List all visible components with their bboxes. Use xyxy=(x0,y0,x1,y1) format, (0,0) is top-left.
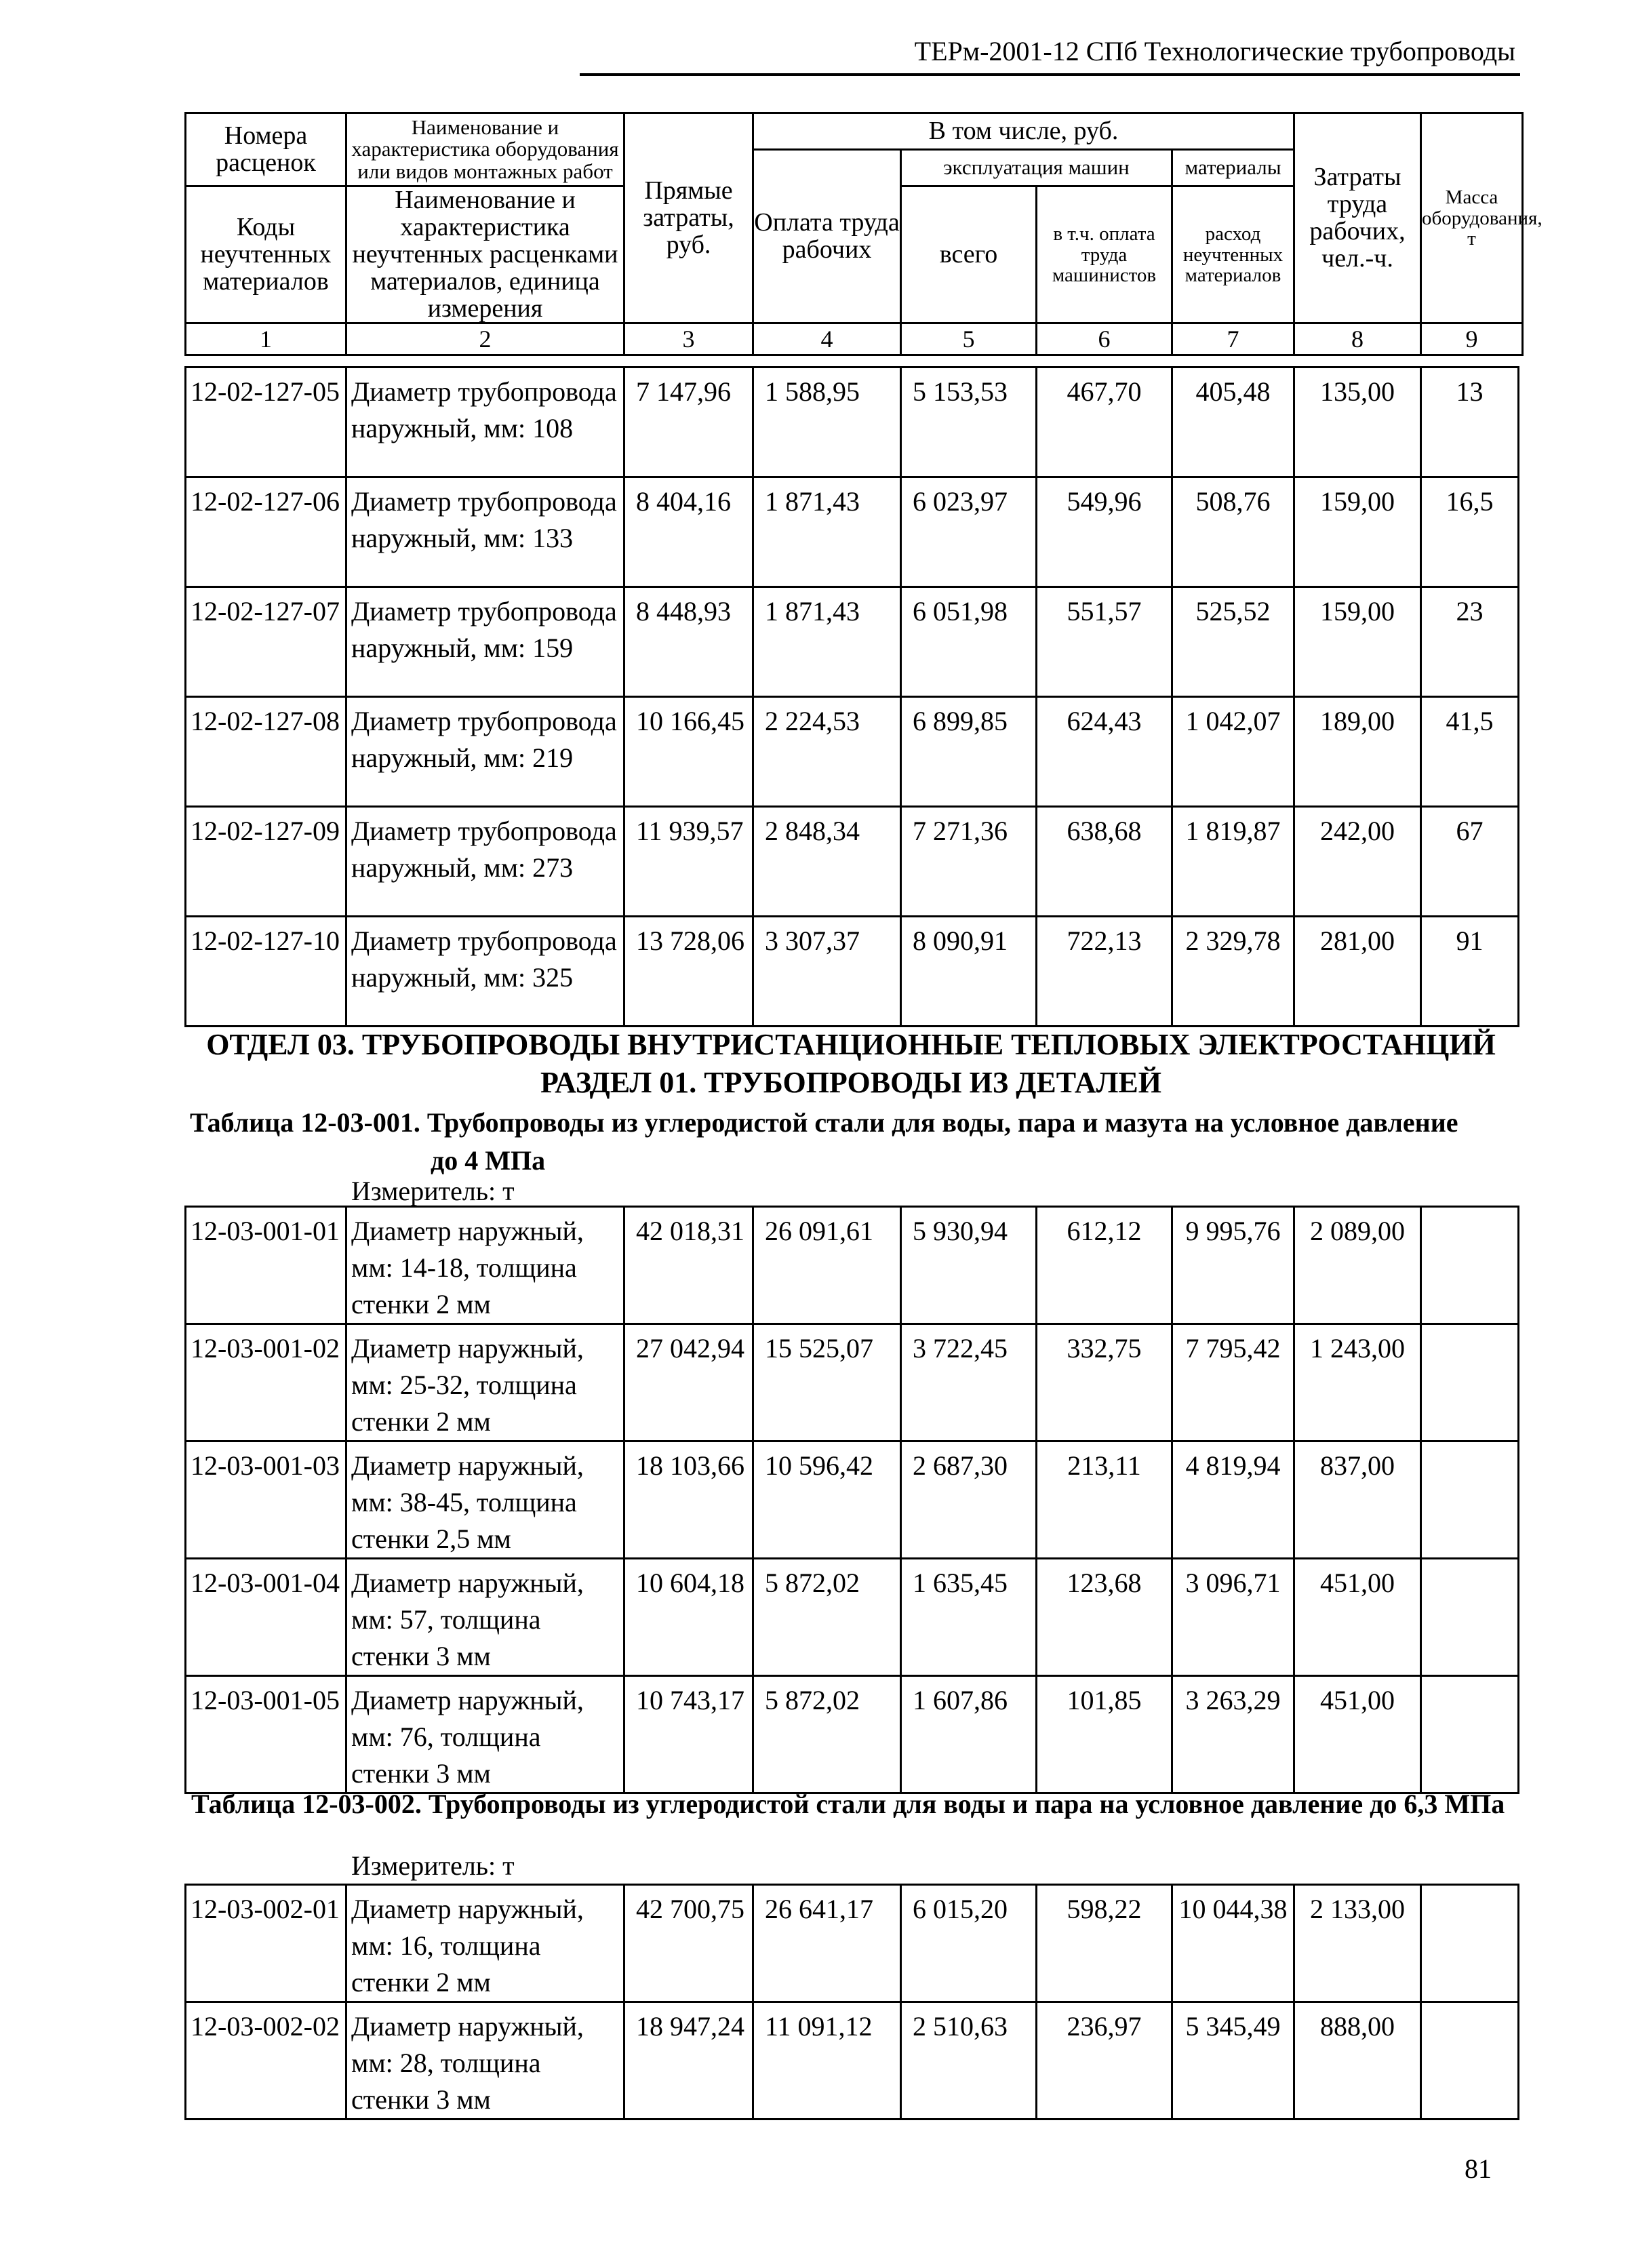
materials-cost: 1 819,87 xyxy=(1172,807,1294,917)
section-title: ОТДЕЛ 03. ТРУБОПРОВОДЫ ВНУТРИСТАНЦИОННЫЕ ТЕПЛОВЫХ ЭЛЕКТРОСТАНЦИЙ xyxy=(206,1028,1496,1061)
machine-costs: 6 023,97 xyxy=(901,477,1037,587)
direct-costs: 11 939,57 xyxy=(624,807,753,917)
equipment-mass: 41,5 xyxy=(1421,697,1519,807)
col-number: 1 xyxy=(186,323,346,355)
labor-payment: 15 525,07 xyxy=(753,1324,901,1441)
machine-costs: 6 051,98 xyxy=(901,587,1037,697)
table-row xyxy=(186,1324,1519,1441)
materials-cost: 5 345,49 xyxy=(1172,2002,1294,2120)
machinist-payment: 624,43 xyxy=(1037,697,1172,807)
col-number: 3 xyxy=(624,323,753,355)
equipment-mass xyxy=(1421,1559,1519,1676)
equipment-mass: 13 xyxy=(1421,367,1519,477)
labor-hours: 135,00 xyxy=(1294,367,1421,477)
machine-costs: 5 930,94 xyxy=(901,1207,1037,1324)
page-number: 81 xyxy=(1465,2153,1492,2184)
work-description: Диаметр наружный, мм: 28, толщина стенки 3 мм xyxy=(346,2002,624,2120)
machinist-payment: 551,57 xyxy=(1037,587,1172,697)
col-number: 9 xyxy=(1421,323,1523,355)
machine-costs: 1 607,86 xyxy=(901,1676,1037,1793)
price-code: 12-02-127-07 xyxy=(186,587,346,697)
column-header-table xyxy=(184,112,1543,356)
header-rule xyxy=(580,73,1520,76)
price-table-12-03-001 xyxy=(184,1206,1519,1794)
table-row xyxy=(186,917,1519,1027)
price-code: 12-03-002-02 xyxy=(186,2002,346,2120)
materials-cost: 508,76 xyxy=(1172,477,1294,587)
work-description: Диаметр трубопровода наружный, мм: 219 xyxy=(346,697,624,807)
price-code: 12-02-127-05 xyxy=(186,367,346,477)
work-description: Диаметр трубопровода наружный, мм: 325 xyxy=(346,917,624,1027)
price-code: 12-03-001-01 xyxy=(186,1207,346,1324)
col-number: 2 xyxy=(346,323,624,355)
machine-costs: 7 271,36 xyxy=(901,807,1037,917)
col9-header: Масса оборудования, т xyxy=(1421,113,1523,323)
including-header: В том числе, руб. xyxy=(753,113,1294,150)
unit-label: Измеритель: т xyxy=(351,1850,515,1881)
price-table-12-02-127 xyxy=(184,366,1519,1027)
materials-cost: 3 096,71 xyxy=(1172,1559,1294,1676)
labor-payment: 1 588,95 xyxy=(753,367,901,477)
labor-payment: 11 091,12 xyxy=(753,2002,901,2120)
work-description: Диаметр трубопровода наружный, мм: 133 xyxy=(346,477,624,587)
materials-cost: 10 044,38 xyxy=(1172,1885,1294,2002)
table-row xyxy=(186,2002,1519,2120)
materials-cost: 2 329,78 xyxy=(1172,917,1294,1027)
price-code: 12-03-001-03 xyxy=(186,1441,346,1559)
work-description: Диаметр наружный, мм: 38-45, толщина стенки 2,5 мм xyxy=(346,1441,624,1559)
price-code: 12-03-002-01 xyxy=(186,1885,346,2002)
labor-hours: 451,00 xyxy=(1294,1559,1421,1676)
work-description: Диаметр трубопровода наружный, мм: 273 xyxy=(346,807,624,917)
table-row xyxy=(186,807,1519,917)
equipment-mass xyxy=(1421,1441,1519,1559)
col8-header: Затраты труда рабочих, чел.-ч. xyxy=(1294,113,1421,323)
labor-hours: 1 243,00 xyxy=(1294,1324,1421,1441)
table-row xyxy=(186,1207,1519,1324)
col7-header: расход неучтенных материалов xyxy=(1172,186,1294,323)
machine-costs: 8 090,91 xyxy=(901,917,1037,1027)
machinist-payment: 332,75 xyxy=(1037,1324,1172,1441)
machinist-payment: 598,22 xyxy=(1037,1885,1172,2002)
col-number: 4 xyxy=(753,323,901,355)
direct-costs: 7 147,96 xyxy=(624,367,753,477)
machinist-payment: 123,68 xyxy=(1037,1559,1172,1676)
table-row xyxy=(186,697,1519,807)
machinist-payment: 213,11 xyxy=(1037,1441,1172,1559)
labor-hours: 451,00 xyxy=(1294,1676,1421,1793)
labor-payment: 5 872,02 xyxy=(753,1676,901,1793)
equipment-mass: 67 xyxy=(1421,807,1519,917)
machine-costs: 6 015,20 xyxy=(901,1885,1037,2002)
machine-costs: 2 687,30 xyxy=(901,1441,1037,1559)
materials-cost: 3 263,29 xyxy=(1172,1676,1294,1793)
price-code: 12-02-127-08 xyxy=(186,697,346,807)
machine-costs: 1 635,45 xyxy=(901,1559,1037,1676)
direct-costs: 8 404,16 xyxy=(624,477,753,587)
direct-costs: 18 103,66 xyxy=(624,1441,753,1559)
table-12-03-002-title: Таблица 12-03-002. Трубопроводы из углеродистой стали для воды и пара на условное давление до 6,3 МПа xyxy=(191,1789,1505,1819)
machine-costs: 5 153,53 xyxy=(901,367,1037,477)
table-row xyxy=(186,1441,1519,1559)
machinist-payment: 101,85 xyxy=(1037,1676,1172,1793)
equipment-mass: 23 xyxy=(1421,587,1519,697)
labor-hours: 837,00 xyxy=(1294,1441,1421,1559)
machinist-payment: 638,68 xyxy=(1037,807,1172,917)
col2-bottom-header: Наименование и характеристика неучтенных расценками материалов, единица измерения xyxy=(346,186,624,323)
machinist-payment: 236,97 xyxy=(1037,2002,1172,2120)
labor-hours: 242,00 xyxy=(1294,807,1421,917)
machine-costs: 6 899,85 xyxy=(901,697,1037,807)
direct-costs: 10 166,45 xyxy=(624,697,753,807)
table-row xyxy=(186,587,1519,697)
work-description: Диаметр трубопровода наружный, мм: 108 xyxy=(346,367,624,477)
work-description: Диаметр наружный, мм: 76, толщина стенки 3 мм xyxy=(346,1676,624,1793)
table-row xyxy=(186,1559,1519,1676)
col6-header: в т.ч. оплата труда машинистов xyxy=(1037,186,1172,323)
materials-cost: 9 995,76 xyxy=(1172,1207,1294,1324)
labor-payment: 3 307,37 xyxy=(753,917,901,1027)
col-number: 8 xyxy=(1294,323,1421,355)
labor-hours: 281,00 xyxy=(1294,917,1421,1027)
work-description: Диаметр наружный, мм: 25-32, толщина стенки 2 мм xyxy=(346,1324,624,1441)
labor-payment: 5 872,02 xyxy=(753,1559,901,1676)
machines-header: эксплуатация машин xyxy=(901,150,1172,186)
direct-costs: 42 700,75 xyxy=(624,1885,753,2002)
equipment-mass xyxy=(1421,1885,1519,2002)
table-row xyxy=(186,1885,1519,2002)
labor-hours: 159,00 xyxy=(1294,587,1421,697)
equipment-mass xyxy=(1421,1324,1519,1441)
equipment-mass: 91 xyxy=(1421,917,1519,1027)
labor-payment: 1 871,43 xyxy=(753,477,901,587)
table-row xyxy=(186,477,1519,587)
direct-costs: 8 448,93 xyxy=(624,587,753,697)
col5-header: всего xyxy=(901,186,1037,323)
direct-costs: 10 743,17 xyxy=(624,1676,753,1793)
machine-costs: 2 510,63 xyxy=(901,2002,1037,2120)
col4-header: Оплата труда рабочих xyxy=(753,150,901,323)
materials-cost: 525,52 xyxy=(1172,587,1294,697)
equipment-mass: 16,5 xyxy=(1421,477,1519,587)
work-description: Диаметр трубопровода наружный, мм: 159 xyxy=(346,587,624,697)
table-title-line: Таблица 12-03-001. Трубопроводы из углеродистой стали для воды, пара и мазута на условное давление xyxy=(190,1107,1458,1138)
col1-top-header: Номера расценок xyxy=(186,113,346,186)
price-code: 12-03-001-02 xyxy=(186,1324,346,1441)
materials-cost: 7 795,42 xyxy=(1172,1324,1294,1441)
direct-costs: 13 728,06 xyxy=(624,917,753,1027)
equipment-mass xyxy=(1421,1207,1519,1324)
price-code: 12-02-127-10 xyxy=(186,917,346,1027)
price-code: 12-03-001-05 xyxy=(186,1676,346,1793)
labor-payment: 26 091,61 xyxy=(753,1207,901,1324)
materials-header: материалы xyxy=(1172,150,1294,186)
price-code: 12-02-127-06 xyxy=(186,477,346,587)
work-description: Диаметр наружный, мм: 16, толщина стенки 2 мм xyxy=(346,1885,624,2002)
price-table-12-03-002 xyxy=(184,1884,1519,2120)
labor-payment: 10 596,42 xyxy=(753,1441,901,1559)
machinist-payment: 549,96 xyxy=(1037,477,1172,587)
materials-cost: 4 819,94 xyxy=(1172,1441,1294,1559)
col3-header: Прямые затраты, руб. xyxy=(624,113,753,323)
col-number: 7 xyxy=(1172,323,1294,355)
running-header: ТЕРм-2001-12 СПб Технологические трубопроводы xyxy=(914,36,1515,66)
direct-costs: 18 947,24 xyxy=(624,2002,753,2120)
price-code: 12-03-001-04 xyxy=(186,1559,346,1676)
direct-costs: 10 604,18 xyxy=(624,1559,753,1676)
labor-hours: 888,00 xyxy=(1294,2002,1421,2120)
machinist-payment: 612,12 xyxy=(1037,1207,1172,1324)
labor-payment: 2 224,53 xyxy=(753,697,901,807)
col2-top-header: Наименование и характеристика оборудования или видов монтажных работ xyxy=(346,113,624,186)
labor-payment: 2 848,34 xyxy=(753,807,901,917)
labor-payment: 26 641,17 xyxy=(753,1885,901,2002)
table-title-line: до 4 МПа xyxy=(431,1145,546,1176)
price-code: 12-02-127-09 xyxy=(186,807,346,917)
col-number: 5 xyxy=(901,323,1037,355)
materials-cost: 1 042,07 xyxy=(1172,697,1294,807)
labor-hours: 159,00 xyxy=(1294,477,1421,587)
direct-costs: 42 018,31 xyxy=(624,1207,753,1324)
col-number: 6 xyxy=(1037,323,1172,355)
unit-label: Измеритель: т xyxy=(351,1176,515,1206)
labor-payment: 1 871,43 xyxy=(753,587,901,697)
work-description: Диаметр наружный, мм: 57, толщина стенки 3 мм xyxy=(346,1559,624,1676)
labor-hours: 2 089,00 xyxy=(1294,1207,1421,1324)
table-row xyxy=(186,367,1519,477)
direct-costs: 27 042,94 xyxy=(624,1324,753,1441)
labor-hours: 189,00 xyxy=(1294,697,1421,807)
machinist-payment: 722,13 xyxy=(1037,917,1172,1027)
materials-cost: 405,48 xyxy=(1172,367,1294,477)
col1-bottom-header: Коды неучтенных материалов xyxy=(186,186,346,323)
table-12-03-001-title xyxy=(190,1104,1519,1180)
machine-costs: 3 722,45 xyxy=(901,1324,1037,1441)
equipment-mass xyxy=(1421,1676,1519,1793)
labor-hours: 2 133,00 xyxy=(1294,1885,1421,2002)
equipment-mass xyxy=(1421,2002,1519,2120)
machinist-payment: 467,70 xyxy=(1037,367,1172,477)
subsection-title: РАЗДЕЛ 01. ТРУБОПРОВОДЫ ИЗ ДЕТАЛЕЙ xyxy=(540,1066,1161,1099)
table-row xyxy=(186,1676,1519,1793)
work-description: Диаметр наружный, мм: 14-18, толщина стенки 2 мм xyxy=(346,1207,624,1324)
